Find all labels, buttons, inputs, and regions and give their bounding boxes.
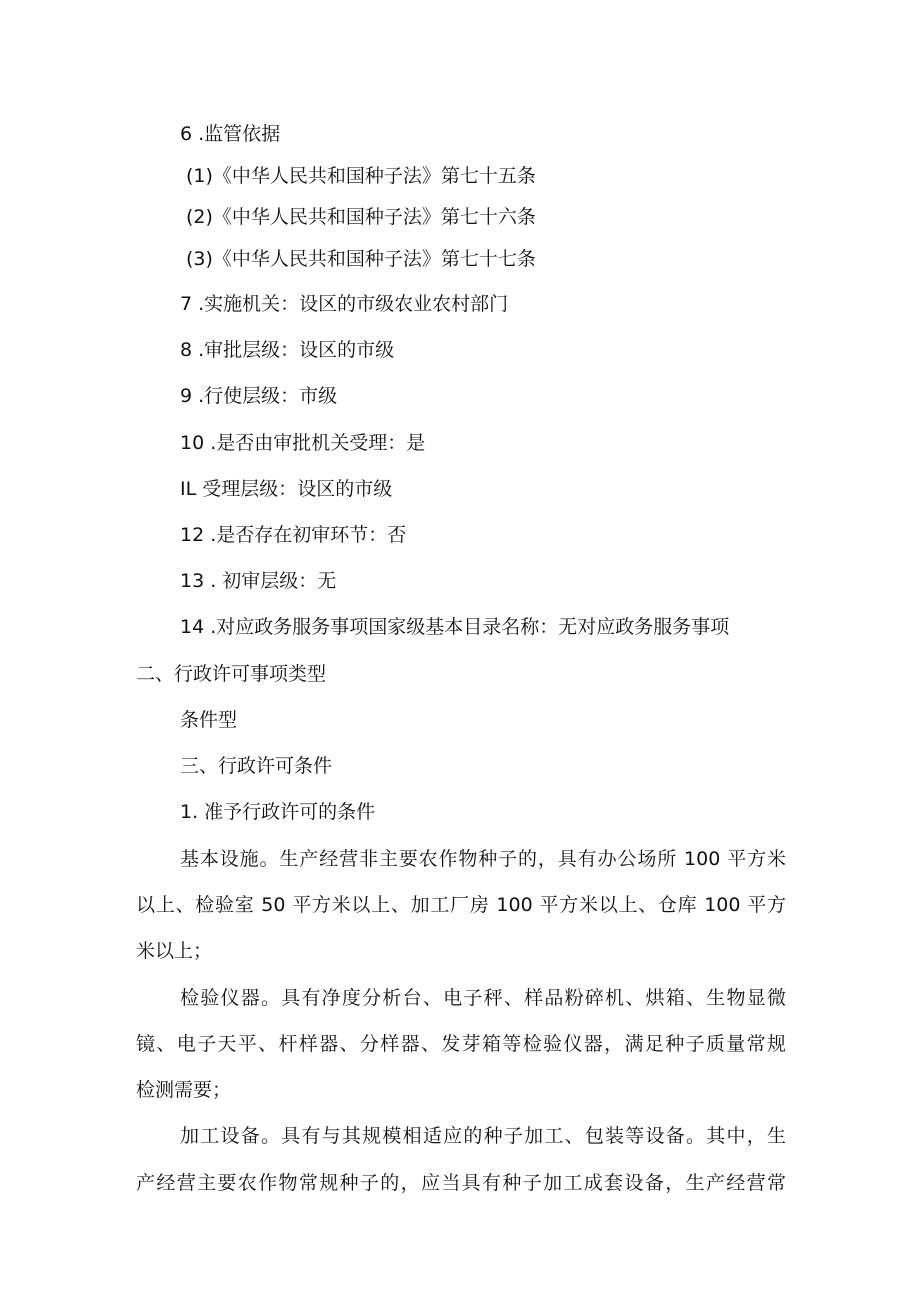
item-8-approval-level: 8 .审批层级：设区的市级 <box>180 339 395 361</box>
item-7-implementing-agency: 7 .实施机关：设区的市级农业农村部门 <box>180 293 509 315</box>
item-10-accepted-by-authority: 10 .是否由审批机关受理：是 <box>180 432 426 454</box>
item-12-preliminary-review: 12 .是否存在初审环节：否 <box>180 524 407 546</box>
paragraph-line: 以上、检验室 50 平方米以上、加工厂房 100 平方米以上、仓库 100 平方 <box>136 894 786 916</box>
item-13-preliminary-review-level: 13 . 初审层级：无 <box>180 570 337 592</box>
paragraph-line: 米以上； <box>136 940 213 962</box>
paragraph-line: 检测需要； <box>136 1079 232 1101</box>
section-3-subheading: 1. 准予行政许可的条件 <box>180 801 376 823</box>
paragraph-line: 产经营主要农作物常规种子的，应当具有种子加工成套设备，生产经营常 <box>136 1172 786 1194</box>
item-6-law-2: (2)《中华人民共和国种子法》第七十六条 <box>186 206 536 228</box>
paragraph-line: 检验仪器。具有净度分析台、电子秤、样品粉碎机、烘箱、生物显微 <box>180 987 786 1009</box>
item-6-supervision-basis: 6 .监管依据 <box>180 123 281 145</box>
paragraph-line: 基本设施。生产经营非主要农作物种子的，具有办公场所 100 平方米 <box>180 848 786 870</box>
paragraph-line: 镜、电子天平、杆样器、分样器、发芽箱等检验仪器，满足种子质量常规 <box>136 1033 786 1055</box>
item-6-law-1: (1)《中华人民共和国种子法》第七十五条 <box>186 165 536 187</box>
section-3-heading: 三、行政许可条件 <box>180 755 333 777</box>
item-6-law-3: (3)《中华人民共和国种子法》第七十七条 <box>186 248 536 270</box>
section-2-heading: 二、行政许可事项类型 <box>136 663 327 685</box>
item-9-exercise-level: 9 .行使层级：市级 <box>180 385 338 407</box>
paragraph-line: 加工设备。具有与其规模相适应的种子加工、包装等设备。其中，生 <box>180 1125 786 1147</box>
section-2-body: 条件型 <box>180 709 238 731</box>
item-14-national-catalog-name: 14 .对应政务服务事项国家级基本目录名称：无对应政务服务事项 <box>180 616 730 638</box>
item-11-acceptance-level: IL 受理层级：设区的市级 <box>180 478 393 500</box>
